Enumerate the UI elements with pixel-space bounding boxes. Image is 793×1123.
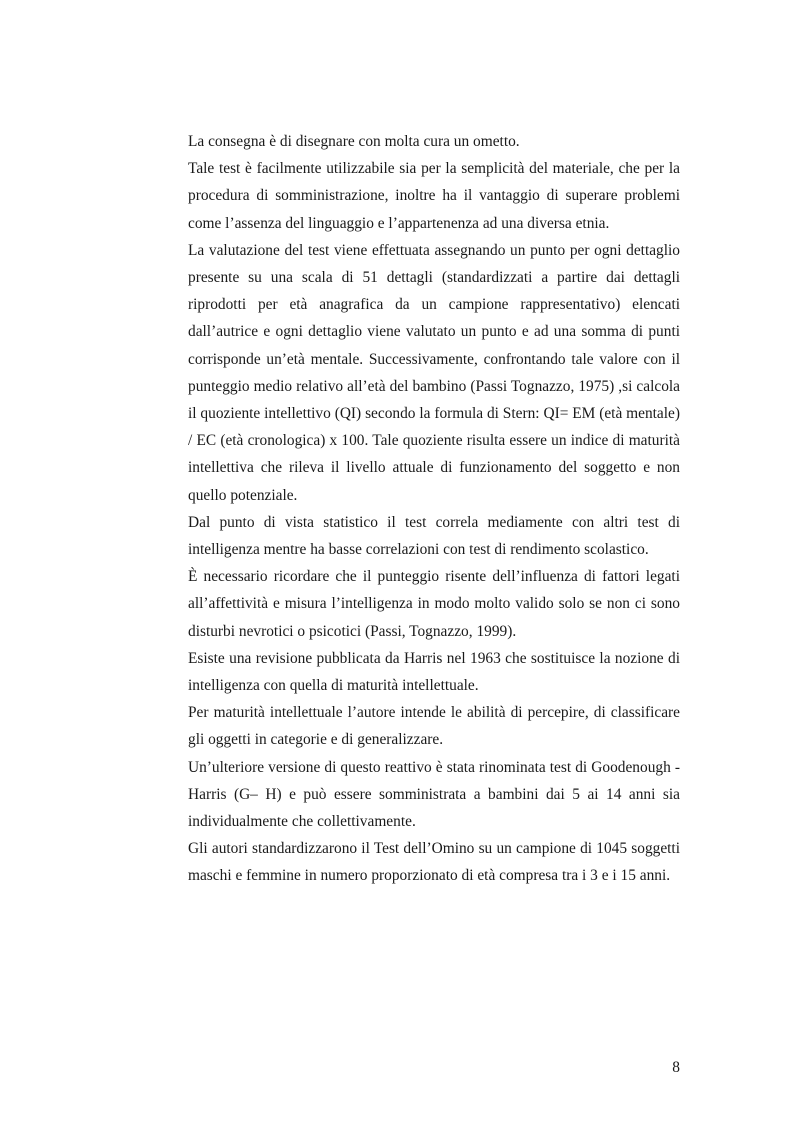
paragraph-harris-revision: Esiste una revisione pubblicata da Harris nel 1963 che sostituisce la nozione di intelligenza con quella di maturità intellettuale. bbox=[188, 649, 680, 695]
paragraph-statistics: Dal punto di vista statistico il test correla mediamente con altri test di intelligenza mentre ha basse correlazioni con test di rendimento scolastico. bbox=[188, 513, 680, 559]
paragraph-instruction: La consegna è di disegnare con molta cura un ometto. bbox=[188, 133, 520, 150]
paragraph-standardization: Gli autori standardizzarono il Test dell’Omino su un campione di 1045 soggetti maschi e femmine in numero proporzionato di età compresa tra i 3 e i 15 anni. bbox=[188, 840, 680, 885]
body-text bbox=[188, 128, 680, 890]
paragraph-test-usability: Tale test è facilmente utilizzabile sia per la semplicità del materiale, che per la procedura di somministrazione, inoltre ha il vantaggio di superare problemi come l’assenza del linguaggio e l’appartenenza ad una diversa etnia. bbox=[188, 160, 680, 232]
paragraph-goodenough-harris: Un’ulteriore versione di questo reattivo è stata rinominata test di Goodenough - Harris (G– H) e può essere somministrata a bambini dai 5 ai 14 anni sia individualmente che collettivamente. bbox=[188, 758, 680, 831]
paragraph-intellectual-maturity: Per maturità intellettuale l’autore intende le abilità di percepire, di classificare gli oggetti in categorie e di generalizzare. bbox=[188, 704, 680, 749]
paragraph-affectivity: È necessario ricordare che il punteggio risente dell’influenza di fattori legati all’affettività e misura l’intelligenza in modo molto valido solo se non ci sono disturbi nevrotici o psicotici (Passi, Tognazzo, 1999). bbox=[188, 568, 680, 640]
paragraph-evaluation: La valutazione del test viene effettuata assegnando un punto per ogni dettaglio presente su una scala di 51 dettagli (standardizzati a partire dai dettagli riprodotti per età anagrafica da un campione rappresentativo) elencati dall’autrice e ogni dettaglio viene valutato un punto e ad una somma di punti corrisponde un’età mentale. Successivamente, confrontando tale valore con il punteggio medio relativo all’età del bambino (Passi Tognazzo, 1975) ,si calcola il quoziente intellettivo (QI) secondo la formula di Stern: QI= EM (età mentale) / EC (età cronologica) x 100. Tale quoziente risulta essere un indice di maturità intellettiva che rileva il livello attuale di funzionamento del soggetto e non quello potenziale. bbox=[188, 241, 680, 504]
page-number: 8 bbox=[672, 1059, 680, 1076]
